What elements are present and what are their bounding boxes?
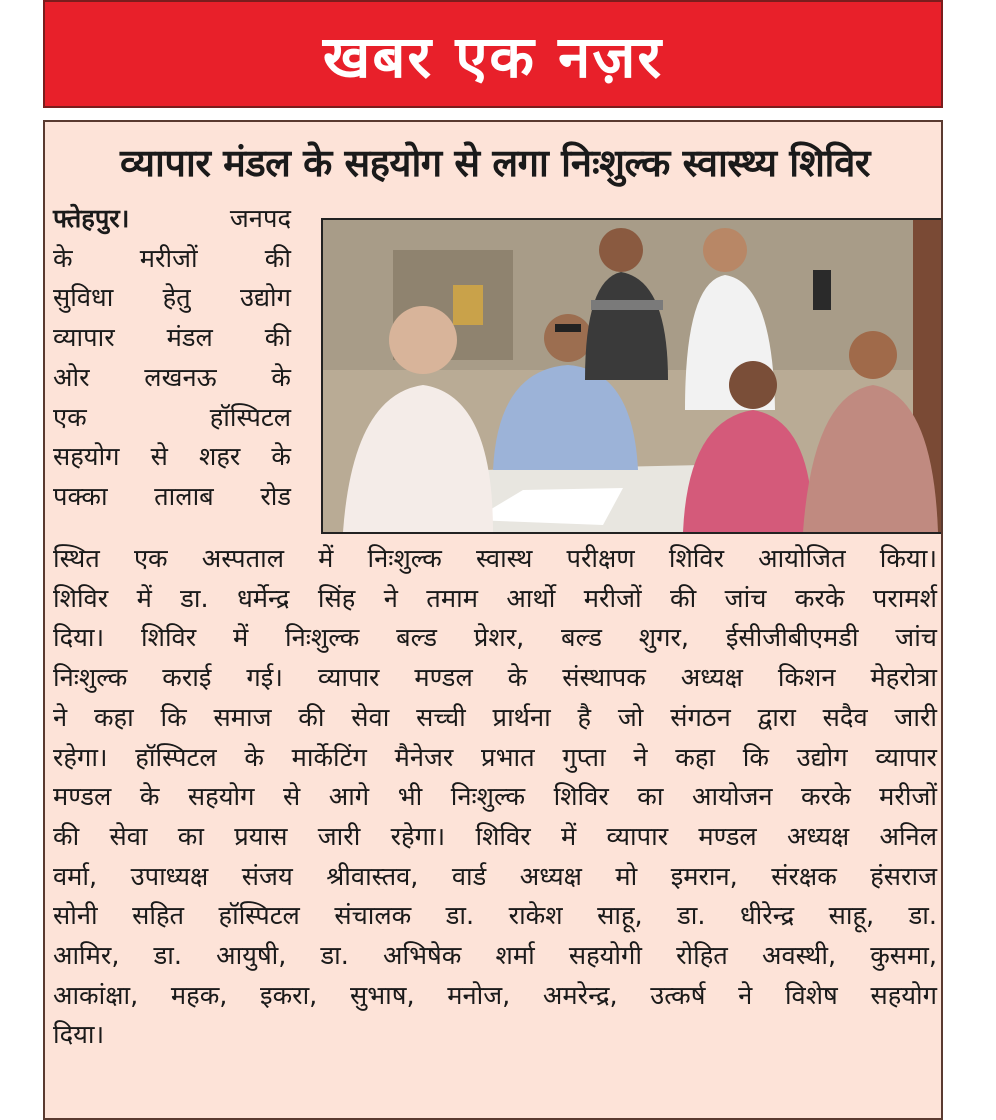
body-line-9: वर्मा, उपाध्यक्ष संजय श्रीवास्तव, वार्ड अध्यक्ष मो इमरान, संरक्षक हंसराज xyxy=(53,861,937,892)
lead-line-6: एक हॉस्पिटल xyxy=(53,402,291,433)
photo-illustration xyxy=(323,220,941,532)
dateline: फ्तेहपुर। xyxy=(53,204,130,234)
body-line-6: रहेगा। हॉस्पिटल के मार्केटिंग मैनेजर प्रभात गुप्ता ने कहा कि उद्योग व्यापार xyxy=(53,742,937,773)
news-photo xyxy=(321,218,943,534)
body-line-4: निःशुल्क कराई गई। व्यापार मण्डल के संस्थापक अध्यक्ष किशन मेहरोत्रा xyxy=(53,663,937,694)
article-headline: व्यापार मंडल के सहयोग से लगा निःशुल्क स्वास्थ्य शिविर xyxy=(120,141,870,185)
lead-line-7: सहयोग से शहर के xyxy=(53,442,291,473)
body-line-3: दिया। शिविर में निःशुल्क बल्ड प्रेशर, बल्ड शुगर, ईसीजीबीएमडी जांच xyxy=(53,623,937,654)
body-line-5: ने कहा कि समाज की सेवा सच्ची प्रार्थना है जो संगठन द्वारा सदैव जारी xyxy=(53,702,937,733)
banner-title: खबर एक नज़र xyxy=(322,22,664,91)
body-line-7: मण्डल के सहयोग से आगे भी निःशुल्क शिविर का आयोजन करके मरीजों xyxy=(53,782,937,813)
article-lead xyxy=(53,200,291,518)
body-line-2: शिविर में डा. धर्मेन्द्र सिंह ने तमाम आर्थो मरीजों की जांच करके परामर्श xyxy=(53,583,937,614)
banner xyxy=(43,0,943,108)
lead-line-3: सुविधा हेतु उद्योग xyxy=(53,283,291,314)
body-line-11: आमिर, डा. आयुषी, डा. अभिषेक शर्मा सहयोगी रोहित अवस्थी, कुसमा, xyxy=(53,941,937,972)
body-line-1: स्थित एक अस्पताल में निःशुल्क स्वास्थ परीक्षण शिविर आयोजित किया। xyxy=(53,544,937,574)
lead-line-4: व्यापार मंडल की xyxy=(53,323,291,354)
body-line-13: दिया। xyxy=(53,1020,105,1051)
article-body xyxy=(53,540,937,1056)
lead-line-1: फ्तेहपुर। जनपद xyxy=(53,204,291,234)
lead-line-2: के मरीजों की xyxy=(53,243,291,274)
lead-line-8: पक्का तालाब रोड xyxy=(53,481,291,512)
body-line-10: सोनी सहित हॉस्पिटल संचालक डा. राकेश साहू, डा. धीरेन्द्र साहू, डा. xyxy=(53,901,937,932)
body-line-8: की सेवा का प्रयास जारी रहेगा। शिविर में व्यापार मण्डल अध्यक्ष अनिल xyxy=(53,821,937,852)
lead-line-5: ओर लखनऊ के xyxy=(53,362,291,393)
news-article xyxy=(43,120,943,1120)
body-line-12: आकांक्षा, महक, इकरा, सुभाष, मनोज, अमरेन्द्र, उत्कर्ष ने विशेष सहयोग xyxy=(53,980,937,1011)
